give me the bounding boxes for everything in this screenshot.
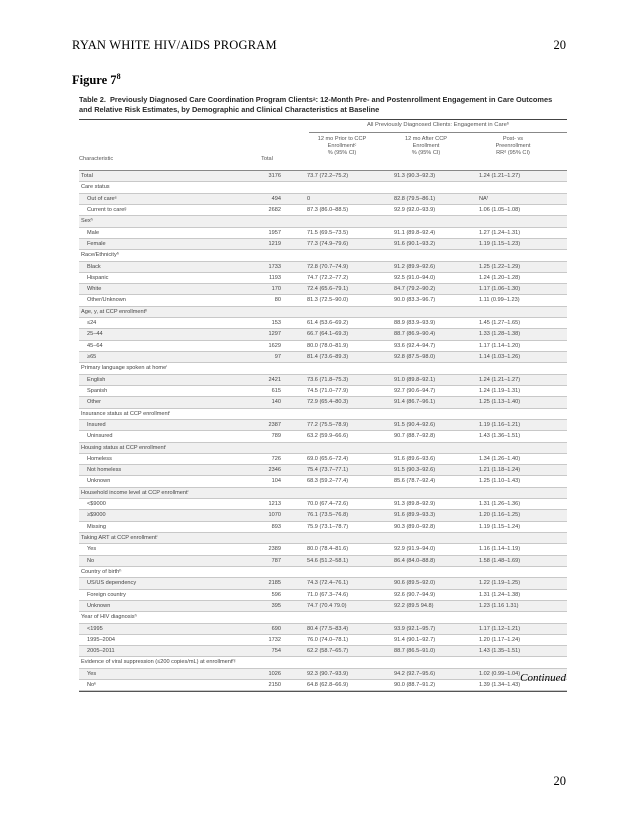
cell-post-enrollment: 93.6 (92.4–94.7) [394,342,436,349]
cell-total: 787 [271,557,281,564]
cell-pre-enrollment: 72.9 (65.4–80.3) [307,399,349,406]
table-row [79,194,567,205]
cell-total: 2389 [268,546,281,553]
cell-relative-risk: 1.23 (1.16 1.31) [479,602,519,609]
cell-relative-risk: 1.21 (1.18–1.24) [479,467,521,474]
continued-note: Continued [520,672,566,684]
cell-total: 1297 [268,331,281,338]
cell-post-enrollment: 92.6 (90.7–94.9) [394,591,436,598]
cell-pre-enrollment: 74.5 (71.0–77.9) [307,387,349,394]
cell-pre-enrollment: 92.3 (90.7–93.9) [307,670,349,677]
cell-total: 2682 [268,206,281,213]
cell-characteristic: Other/Unknown [87,297,126,304]
table-row [79,646,567,657]
table-section-row [79,363,567,374]
table-row [79,465,567,476]
cell-pre-enrollment: 73.6 (71.8–75.3) [307,376,349,383]
cell-post-enrollment: 91.3 (90.3–92.3) [394,173,436,179]
cell-relative-risk: 1.31 (1.26–1.36) [479,501,521,508]
column-group-underline [309,132,567,133]
cell-post-enrollment: 91.6 (89.6–93.6) [394,455,436,462]
cell-characteristic: Yes [87,670,97,677]
cell-characteristic: Noᵏ [87,682,97,689]
cell-characteristic: Homeless [87,455,112,462]
cell-pre-enrollment: 80.4 (77.5–83.4) [307,625,349,632]
table-section-row [79,443,567,454]
table-row [79,590,567,601]
cell-relative-risk: 1.25 (1.22–1.29) [479,263,521,270]
col-header-characteristic: Characteristic [79,156,114,162]
table-row [79,510,567,521]
footer-page-number: 20 [553,774,566,788]
cell-relative-risk: 1.24 (1.19–1.31) [479,387,521,394]
cell-characteristic: <$9000 [87,501,106,508]
cell-relative-risk: 1.27 (1.24–1.31) [479,229,521,236]
table-section-row [79,488,567,499]
table-section-row [79,409,567,420]
cell-post-enrollment: 86.4 (84.0–88.8) [394,557,436,564]
cell-characteristic: Spanish [87,387,108,394]
cell-relative-risk: 1.17 (1.12–1.21) [479,625,521,632]
cell-characteristic: Black [87,263,101,270]
cell-characteristic: Male [87,229,100,236]
cell-characteristic: Care status [81,184,110,191]
cell-characteristic: 45–64 [87,342,103,349]
cell-post-enrollment: 93.9 (92.1–95.7) [394,625,436,632]
cell-total: 726 [271,455,281,462]
table-section-row [79,612,567,623]
cell-characteristic: No [87,557,95,564]
cell-characteristic: <1995 [87,625,103,632]
col-header-pre-enrollment: 12 mo Prior to CCP Enrollmentᶜ % (95% CI) [317,136,367,156]
table-row [79,262,567,273]
table-row [79,431,567,442]
cell-relative-risk: 1.58 (1.48–1.69) [479,557,521,564]
cell-characteristic: Unknown [87,478,111,485]
cell-total: 104 [271,478,281,485]
cell-total: 1213 [268,501,281,508]
cell-post-enrollment: 85.6 (78.7–92.4) [394,478,436,485]
cell-characteristic: Hispanic [87,274,109,281]
cell-total: 596 [271,591,281,598]
cell-characteristic: Household income level at CCP enrollmentⁱ [81,489,189,496]
cell-pre-enrollment: 81.3 (72.5–90.0) [307,297,349,304]
cell-total: 1193 [268,274,281,281]
cell-relative-risk: 1.33 (1.28–1.38) [479,331,521,338]
table-body [79,171,567,691]
cell-pre-enrollment: 76.0 (74.0–78.1) [307,636,349,643]
cell-total: 494 [271,195,281,202]
figure-label [72,72,121,88]
cell-post-enrollment: 91.5 (90.3–92.6) [394,467,436,474]
cell-relative-risk: 1.19 (1.15–1.23) [479,240,521,247]
cell-relative-risk: 1.43 (1.36–1.51) [479,433,521,440]
cell-post-enrollment: 82.8 (79.5–86.1) [394,195,436,202]
cell-pre-enrollment: 73.7 (72.2–75.2) [307,173,349,179]
column-group-header-text: All Previously Diagnosed Clients: Engagement in Careᵇ [366,122,510,128]
cell-post-enrollment: 90.0 (88.7–91.2) [394,682,436,689]
table-row [79,454,567,465]
cell-total: 170 [271,286,281,293]
cell-total: 2421 [268,376,281,383]
table-section-row [79,533,567,544]
cell-relative-risk: 1.06 (1.05–1.08) [479,206,521,213]
cell-post-enrollment: 91.1 (89.8–92.4) [394,229,436,236]
cell-pre-enrollment: 0 [307,195,311,202]
cell-pre-enrollment: 87.3 (86.0–88.5) [307,206,349,213]
cell-relative-risk: 1.19 (1.15–1.24) [479,523,521,530]
table-row [79,386,567,397]
cell-pre-enrollment: 70.0 (67.4–72.6) [307,501,349,508]
cell-post-enrollment: 88.9 (83.9–93.9) [394,320,436,327]
table-row [79,352,567,363]
cell-post-enrollment: 91.3 (89.8–92.9) [394,501,436,508]
table-row [79,420,567,431]
table-section-row [79,182,567,193]
table-row [79,284,567,295]
cell-post-enrollment: 91.2 (89.9–92.6) [394,263,436,270]
cell-characteristic: Country of birthʰ [81,568,122,575]
cell-relative-risk: 1.19 (1.16–1.21) [479,421,521,428]
data-table [79,95,567,692]
table-section-row [79,216,567,227]
cell-characteristic: Primary language spoken at homeⁱ [81,365,168,372]
table-row [79,499,567,510]
cell-total: 615 [271,387,281,394]
table-row [79,318,567,329]
cell-characteristic: Taking ART at CCP enrollmentⁱ [81,535,158,541]
cell-relative-risk: 1.45 (1.27–1.65) [479,320,521,327]
cell-pre-enrollment: 72.8 (70.7–74.9) [307,263,349,270]
cell-characteristic: White [87,286,102,293]
cell-relative-risk: 1.16 (1.14–1.19) [479,546,521,553]
cell-post-enrollment: 91.6 (89.9–93.3) [394,512,436,519]
cell-characteristic: Insured [87,421,106,428]
cell-pre-enrollment: 71.0 (67.3–74.6) [307,591,349,598]
cell-total: 1070 [268,512,281,519]
table-bottom-rule [79,691,567,692]
cell-characteristic: Evidence of viral suppression (≤200 copies/mL) at enrollmentʰʲ [81,659,236,666]
cell-post-enrollment: 91.5 (90.4–92.6) [394,421,436,428]
cell-total: 153 [271,320,281,327]
cell-pre-enrollment: 80.0 (78.4–81.6) [307,546,349,553]
table-row [79,205,567,216]
cell-relative-risk: 1.24 (1.20–1.28) [479,274,521,281]
cell-characteristic: Total [81,173,93,179]
table-row [79,341,567,352]
cell-pre-enrollment: 72.4 (65.6–79.1) [307,286,349,293]
col-header-total: Total [261,156,273,162]
cell-post-enrollment: 92.7 (90.6–94.7) [394,387,436,394]
cell-total: 1629 [268,342,281,349]
cell-post-enrollment: 88.7 (86.5–91.0) [394,648,436,655]
cell-post-enrollment: 92.5 (91.0–94.0) [394,274,436,281]
cell-pre-enrollment: 63.2 (59.9–66.6) [307,433,349,440]
cell-post-enrollment: 91.6 (90.1–93.2) [394,240,436,247]
table-row [79,239,567,250]
cell-pre-enrollment: 77.3 (74.9–79.6) [307,240,349,247]
cell-characteristic: ≤24 [87,320,97,327]
table-section-row [79,307,567,318]
cell-characteristic: Yes [87,546,97,553]
table-row [79,635,567,646]
cell-pre-enrollment: 74.3 (72.4–76.1) [307,580,349,587]
cell-characteristic: Missing [87,523,106,530]
cell-relative-risk: 1.20 (1.17–1.24) [479,636,521,643]
cell-relative-risk: 1.14 (1.03–1.26) [479,354,521,360]
table-row [79,578,567,589]
table-number: Table 2. [79,95,106,104]
cell-total: 1219 [268,240,281,247]
cell-post-enrollment: 94.2 (92.7–95.6) [394,670,436,677]
cell-total: 690 [271,625,281,632]
table-row [79,624,567,635]
cell-characteristic: Age, y, at CCP enrollmentʰ [81,308,148,315]
cell-characteristic: Female [87,240,106,247]
cell-pre-enrollment: 61.4 (53.6–69.2) [307,320,349,327]
cell-post-enrollment: 91.4 (90.1–92.7) [394,636,436,643]
cell-post-enrollment: 92.9 (92.0–93.9) [394,206,436,213]
cell-pre-enrollment: 74.7 (70.4 79.0) [307,602,347,609]
cell-characteristic: Insurance status at CCP enrollmentⁱ [81,410,171,417]
cell-characteristic: Sexʰ [81,218,93,225]
cell-total: 1732 [268,636,281,643]
cell-pre-enrollment: 80.0 (78.0–81.9) [307,342,349,349]
cell-characteristic: ≥65 [87,354,97,360]
table-row [79,397,567,408]
cell-pre-enrollment: 75.9 (73.1–78.7) [307,523,349,530]
cell-pre-enrollment: 71.5 (69.5–73.5) [307,229,349,236]
cell-total: 395 [271,602,281,609]
cell-total: 893 [271,523,281,530]
cell-characteristic: Other [87,399,101,406]
cell-pre-enrollment: 68.3 (59.2–77.4) [307,478,349,485]
table-row [79,476,567,487]
column-group-header [79,120,567,134]
cell-characteristic: Foreign country [87,591,126,598]
cell-pre-enrollment: 75.4 (73.7–77.1) [307,467,349,474]
cell-post-enrollment: 92.2 (89.5 94.8) [394,602,434,609]
cell-characteristic: 2005–2011 [87,648,115,655]
cell-total: 2387 [268,421,281,428]
cell-characteristic: ≥$9000 [87,512,106,519]
cell-relative-risk: 1.25 (1.13–1.40) [479,399,521,406]
cell-relative-risk: 1.31 (1.24–1.38) [479,591,521,598]
cell-relative-risk: 1.43 (1.35–1.51) [479,648,521,655]
cell-post-enrollment: 90.3 (89.0–92.8) [394,523,436,530]
cell-pre-enrollment: 62.2 (58.7–65.7) [307,648,349,655]
table-row [79,329,567,340]
figure-footnote-ref: 8 [116,72,121,81]
cell-post-enrollment: 84.7 (79.2–90.2) [394,286,436,293]
cell-post-enrollment: 92.8 (87.5–98.0) [394,354,436,360]
cell-relative-risk: 1.24 (1.21–1.27) [479,173,521,179]
cell-total: 2185 [268,580,281,587]
cell-post-enrollment: 91.0 (89.8–92.1) [394,376,436,383]
cell-total: 2346 [268,467,281,474]
cell-post-enrollment: 92.9 (91.9–94.0) [394,546,436,553]
cell-characteristic: English [87,376,106,383]
table-row [79,556,567,567]
cell-characteristic: 25–44 [87,331,103,338]
cell-post-enrollment: 90.0 (83.3–96.7) [394,297,436,304]
cell-relative-risk: 1.39 (1.34–1.43) [479,682,521,689]
cell-total: 754 [271,648,281,655]
cell-pre-enrollment: 69.0 (65.6–72.4) [307,455,349,462]
table-title-line1: Previously Diagnosed Care Coordination Program Clientsᵃ: 12-Month Pre- and Postenrollment Engagement in Care Outcomes [109,95,553,104]
table-row [79,228,567,239]
cell-characteristic: Not homeless [87,467,122,474]
cell-relative-risk: 1.34 (1.26–1.40) [479,455,521,462]
cell-relative-risk: 1.17 (1.06–1.30) [479,286,521,293]
cell-relative-risk: NAᶠ [479,195,489,202]
cell-total: 1026 [268,670,281,677]
cell-pre-enrollment: 76.1 (73.5–76.8) [307,512,349,519]
cell-characteristic: Year of HIV diagnosisʰ [81,614,137,621]
table-section-row [79,171,567,182]
cell-pre-enrollment: 81.4 (73.6–89.3) [307,354,349,360]
table-row [79,375,567,386]
table-section-row [79,250,567,261]
cell-characteristic: Unknown [87,602,111,609]
cell-relative-risk: 1.25 (1.10–1.43) [479,478,521,485]
table-section-row [79,657,567,668]
cell-characteristic: Current to careᵍ [87,206,127,213]
running-header-title: RYAN WHITE HIV/AIDS PROGRAM [72,38,277,52]
cell-pre-enrollment: 66.7 (64.1–69.3) [307,331,349,338]
cell-relative-risk: 1.24 (1.21–1.27) [479,376,521,383]
table-caption [79,95,567,115]
cell-total: 1733 [268,263,281,270]
col-header-relative-risk: Post- vs Preenrollment RRᵈ (95% CI) [495,136,531,156]
cell-relative-risk: 1.17 (1.14–1.20) [479,342,521,349]
cell-pre-enrollment: 77.2 (75.5–78.9) [307,421,349,428]
cell-relative-risk: 1.22 (1.19–1.25) [479,580,521,587]
cell-total: 140 [271,399,281,406]
cell-characteristic: Out of careᵉ [87,195,117,202]
cell-total: 1957 [268,229,281,236]
cell-characteristic: Race/Ethnicityʰ [81,252,119,259]
cell-characteristic: Housing status at CCP enrollmentⁱ [81,444,167,451]
cell-total: 2150 [268,682,281,689]
cell-pre-enrollment: 54.6 (51.2–58.1) [307,557,349,564]
cell-relative-risk: 1.11 (0.99–1.23) [479,297,520,304]
page-header [72,38,566,56]
figure-label-text: Figure 7 [72,73,117,88]
table-row [79,522,567,533]
col-header-post-enrollment: 12 mo After CCP Enrollment % (95% CI) [405,136,447,156]
cell-post-enrollment: 90.6 (89.5–92.0) [394,580,436,587]
cell-pre-enrollment: 64.8 (62.8–66.9) [307,682,349,689]
table-title-line2: and Relative Risk Estimates, by Demographic and Clinical Characteristics at Baseline [79,105,380,114]
cell-relative-risk: 1.20 (1.16–1.25) [479,512,521,519]
table-row [79,544,567,555]
cell-relative-risk: 1.02 (0.99–1.04) [479,670,521,677]
running-header-page-number: 20 [553,38,566,52]
column-headers [79,134,567,170]
table-row [79,273,567,284]
cell-characteristic: US/US dependency [87,580,137,587]
table-section-row [79,567,567,578]
table-row [79,295,567,306]
table-row [79,601,567,612]
cell-post-enrollment: 90.7 (88.7–92.8) [394,433,436,440]
cell-post-enrollment: 91.4 (86.7–96.1) [394,399,436,406]
cell-total: 97 [274,354,281,360]
cell-total: 789 [271,433,281,440]
cell-characteristic: Uninsured [87,433,113,440]
cell-total: 3176 [268,173,281,179]
cell-post-enrollment: 88.7 (86.9–90.4) [394,331,436,338]
cell-characteristic: 1995–2004 [87,636,115,643]
cell-total: 80 [274,297,281,304]
cell-pre-enrollment: 74.7 (72.2–77.2) [307,274,349,281]
